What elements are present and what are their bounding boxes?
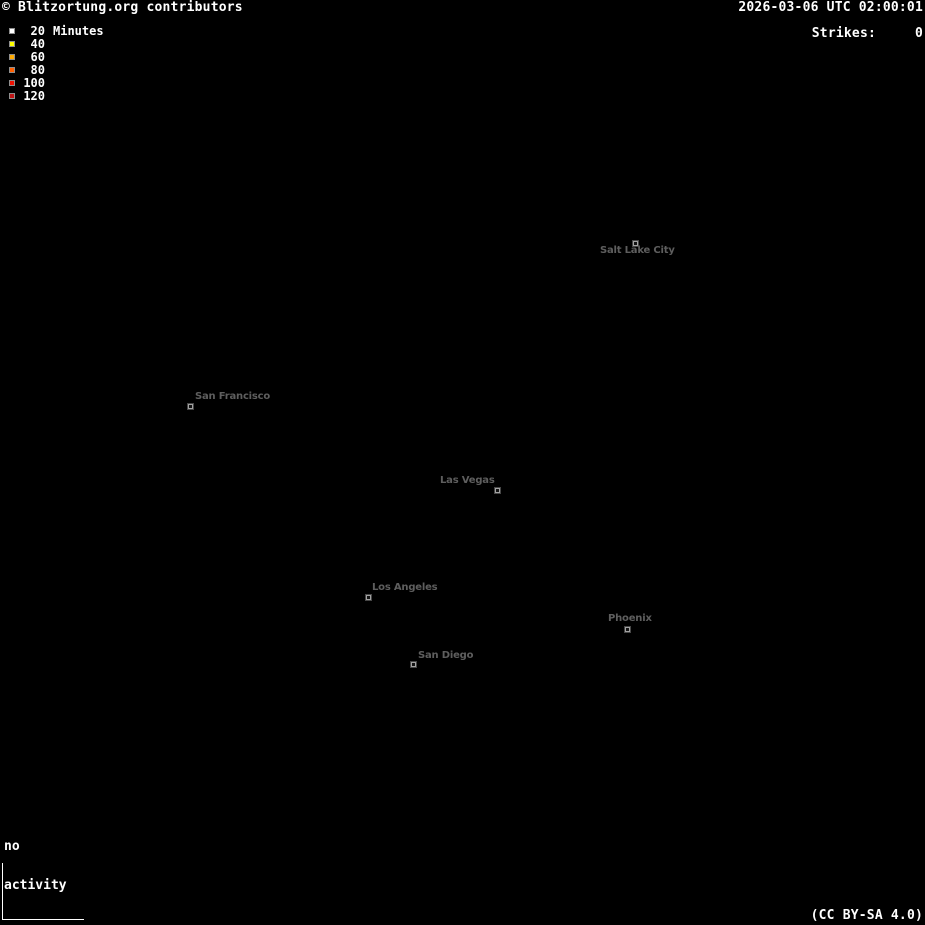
legend xyxy=(9,24,104,102)
legend-color-swatch-icon xyxy=(9,54,15,60)
city-label: Salt Lake City xyxy=(600,245,675,256)
activity-graph-axis xyxy=(2,839,84,920)
license-text: (CC BY-SA 4.0) xyxy=(810,908,923,923)
legend-minutes-value: 120 xyxy=(23,88,45,103)
legend-minutes-value: 20 xyxy=(30,23,45,38)
attribution-text: © Blitzortung.org contributors xyxy=(2,0,243,15)
legend-minutes-value: 40 xyxy=(30,36,45,51)
strikes-value: 0 xyxy=(914,26,923,41)
legend-color-swatch-icon xyxy=(9,28,15,34)
city-marker-icon xyxy=(411,662,416,667)
legend-item xyxy=(9,76,104,89)
city-label: Phoenix xyxy=(608,613,652,624)
legend-color-swatch-icon xyxy=(9,41,15,47)
strikes-counter xyxy=(812,26,923,41)
legend-color-swatch-icon xyxy=(9,80,15,86)
activity-status xyxy=(4,814,67,918)
city-label: Las Vegas xyxy=(440,475,495,486)
legend-item xyxy=(9,37,104,50)
legend-item xyxy=(9,63,104,76)
legend-color-swatch-icon xyxy=(9,93,15,99)
legend-unit-label: Minutes xyxy=(53,23,104,38)
legend-minutes-value: 60 xyxy=(30,49,45,64)
city-marker-icon xyxy=(495,488,500,493)
activity-status-line1: no xyxy=(4,839,20,854)
city-label: Los Angeles xyxy=(372,582,438,593)
legend-color-swatch-icon xyxy=(9,67,15,73)
strikes-label: Strikes: xyxy=(811,26,876,41)
legend-minutes-value: 100 xyxy=(23,75,45,90)
legend-item xyxy=(9,24,104,37)
city-label: San Francisco xyxy=(195,391,271,402)
activity-status-line2: activity xyxy=(4,878,67,893)
city-marker-icon xyxy=(188,404,193,409)
legend-minutes-value: 80 xyxy=(30,62,45,77)
city-marker-icon xyxy=(625,627,630,632)
legend-item xyxy=(9,50,104,63)
city-label: San Diego xyxy=(418,650,474,661)
legend-item xyxy=(9,89,104,102)
city-marker-icon xyxy=(366,595,371,600)
timestamp-text: 2026-03-06 UTC 02:00:01 xyxy=(738,0,923,15)
